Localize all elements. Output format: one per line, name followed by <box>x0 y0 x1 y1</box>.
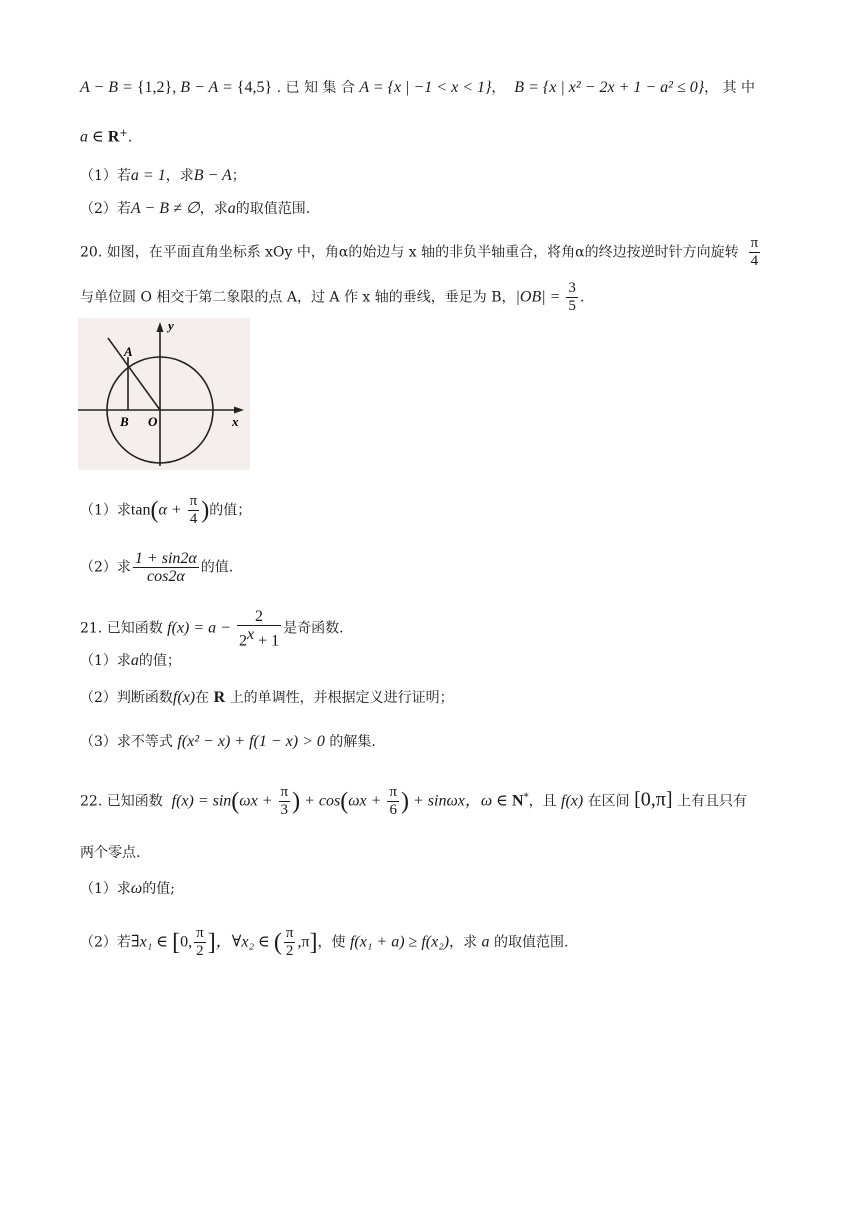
frac-num: 2 <box>237 608 281 626</box>
p22-text-2: 两个零点. <box>80 845 141 861</box>
left-paren: ( <box>150 497 159 524</box>
set-diff-ba: , B − A = <box>172 79 237 96</box>
p22-q2 <box>80 925 568 960</box>
p22-in: 在区间 <box>587 793 630 810</box>
right-paren: ) <box>400 788 409 815</box>
set-diff-ba-value: {4,5} <box>236 79 273 96</box>
frac-num: 1 + sin2α <box>134 550 197 567</box>
q-cond: A − B ≠ ∅ <box>130 200 200 217</box>
y-label: y <box>168 318 174 333</box>
left-paren: ( <box>231 788 240 815</box>
q-inequality: f(x² − x) + f(1 − x) > 0 <box>177 733 325 750</box>
q-end: 的解集. <box>329 734 376 750</box>
cont-line-1 <box>80 78 755 98</box>
p20-q1 <box>80 493 251 528</box>
frac-den: 2 <box>196 943 204 959</box>
q-inequality: f(x₁ + a) ≥ f(x₂) <box>349 933 450 951</box>
comma: ， <box>491 80 506 96</box>
alpha-plus: α + <box>158 501 186 519</box>
q-num: （1）若 <box>80 168 131 184</box>
known-text: . 已 知 集 合 <box>276 80 355 96</box>
frac-den: 3 <box>280 802 289 818</box>
pi-over-2-b <box>284 925 296 960</box>
omega-x-1: ωx + <box>239 792 277 810</box>
p22-pre: 22. 已知函数 <box>80 793 163 810</box>
rotation-fraction <box>749 235 761 270</box>
frac-num: 3 <box>568 280 576 296</box>
den-base: 2 <box>238 632 247 650</box>
origin-label: O <box>148 414 158 429</box>
p22-end: 上有且只有 <box>677 793 747 810</box>
frac-den <box>237 626 281 649</box>
q-end: 的取值范围. <box>235 201 311 217</box>
p22-mid: ，且 <box>528 793 557 810</box>
pi-over-2-a <box>194 925 206 960</box>
in-symbol: ∈ <box>88 128 108 146</box>
q-cond: ，使 <box>317 934 346 951</box>
forall-x2: ，∀x₂ ∈ <box>215 933 274 951</box>
exists-x1: ∃x₁ ∈ <box>130 933 173 951</box>
frac-den: 5 <box>568 298 576 314</box>
var-a: a <box>80 128 88 146</box>
q-in: 在 <box>195 690 210 706</box>
q-mid: ，求 <box>449 934 478 951</box>
den-exp: x <box>246 626 255 643</box>
q-var: ω <box>130 880 143 897</box>
star-sup: * <box>523 791 529 803</box>
naturals-symbol: N <box>512 792 524 810</box>
plus-sup: + <box>119 128 128 139</box>
left-paren: ( <box>340 788 349 815</box>
frac-den: 6 <box>389 802 397 818</box>
q-num: （1）求 <box>80 653 131 669</box>
interval: [0,π] <box>634 788 673 811</box>
frac-den: 4 <box>750 253 759 269</box>
frac-num: π <box>280 784 289 800</box>
cont-line-2 <box>80 124 132 148</box>
p20-text-1: 20. 如图，在平面直角坐标系 xOy 中，角α的始边与 x 轴的非负半轴重合，将角α的终边按逆时针方向旋转 <box>80 244 739 261</box>
figure-background <box>78 318 250 470</box>
frac-num: π <box>196 925 204 941</box>
cont-q2 <box>80 199 310 219</box>
p21-q3 <box>80 732 376 752</box>
unit-circle-figure <box>78 318 250 470</box>
frac-num: π <box>189 493 198 509</box>
q-end: 的取值范围. <box>493 934 569 951</box>
point-b-label: B <box>120 414 129 429</box>
frac-num: π <box>750 235 759 251</box>
right-bracket: ] <box>207 929 216 956</box>
q-var: a <box>227 200 236 217</box>
pi-over-4 <box>188 493 200 528</box>
q-end: 的值. <box>200 559 234 576</box>
q-end: 的值； <box>138 653 181 669</box>
set-diff-ab: A − B = <box>80 79 137 96</box>
pi-over-3 <box>279 784 291 819</box>
q-end: 上的单调性，并根据定义进行证明； <box>229 690 454 706</box>
sin-cos-fraction <box>133 550 199 585</box>
p20-line-2 <box>80 280 584 315</box>
ob-abs: |OB| = <box>515 288 565 306</box>
q-num: （1）求 <box>80 881 131 897</box>
p20-text-2: 与单位圆 O 相交于第二象限的点 A，过 A 作 x 轴的垂线，垂足为 B， <box>80 289 516 306</box>
p22-q1 <box>80 879 175 899</box>
p20-line-1 <box>80 235 762 270</box>
p22-fx2: f(x) <box>561 792 584 810</box>
interval-start: 0, <box>180 933 193 951</box>
x-label: x <box>232 414 239 429</box>
dot: . <box>127 129 133 146</box>
omega-x-2: ωx + <box>348 792 386 810</box>
p22-fx: f(x) = sin <box>171 792 232 810</box>
p21-pre: 21. 已知函数 <box>80 620 163 637</box>
ob-fraction <box>566 280 578 315</box>
right-paren: ) <box>201 497 210 524</box>
p21-function: f(x) = a − <box>167 619 235 637</box>
set-b-def: B = {x | x² − 2x + 1 − a² ≤ 0} <box>514 79 705 96</box>
set-diff-ab-value: {1,2} <box>136 79 173 96</box>
tail-text: ， 其 中 <box>704 80 756 96</box>
reals-symbol: R <box>213 689 226 706</box>
p22-line-1 <box>80 784 747 819</box>
set-a-def: A = {x | −1 < x < 1} <box>359 79 492 96</box>
p21-fraction <box>237 608 281 649</box>
q-num: （2）若 <box>80 201 131 217</box>
frac-num: π <box>285 925 294 941</box>
p21-end: 是奇函数. <box>283 620 344 637</box>
p21-q2 <box>80 688 454 708</box>
frac-den: 2 <box>285 943 294 959</box>
q-end: 的值； <box>209 502 252 519</box>
cont-q1 <box>80 166 246 186</box>
frac-den: cos2α <box>146 568 185 585</box>
q-cond: a = 1 <box>130 167 166 184</box>
q-var: a <box>130 652 139 669</box>
q-expr: B − A <box>193 167 232 184</box>
plus-sin: + sinωx， <box>408 792 481 810</box>
q-num: （3）求不等式 <box>80 734 173 750</box>
q-num: （1）求 <box>80 502 131 519</box>
ob-end: . <box>579 289 585 306</box>
q-num: （2）判断函数 <box>80 690 173 706</box>
reals-symbol: R <box>107 128 120 146</box>
tan-fn: tan <box>130 501 151 519</box>
q-mid: ，求 <box>165 168 194 184</box>
left-bracket: [ <box>172 929 181 956</box>
p21-stem <box>80 608 344 649</box>
q-mid: ，求 <box>199 201 228 217</box>
omega-in: ω ∈ <box>480 792 512 810</box>
point-a-label: A <box>124 344 133 359</box>
q-num: （2）求 <box>80 559 131 576</box>
p22-line-2 <box>80 843 140 863</box>
frac-num: π <box>389 784 397 800</box>
den-tail: + 1 <box>254 632 280 650</box>
plus-cos: + cos <box>300 792 341 810</box>
q-end: 的值; <box>142 881 175 897</box>
pi-over-6 <box>387 784 399 819</box>
q-num: （2）若 <box>80 934 131 951</box>
interval-end: ,π <box>297 933 310 951</box>
q-end: ； <box>231 168 246 184</box>
right-bracket: ] <box>309 929 318 956</box>
p21-q1 <box>80 651 181 671</box>
left-paren: ( <box>273 929 282 956</box>
frac-den: 4 <box>189 511 198 527</box>
p20-q2 <box>80 550 233 585</box>
q-var: a <box>481 933 490 951</box>
right-paren: ) <box>292 788 301 815</box>
q-f: f(x) <box>172 689 196 706</box>
